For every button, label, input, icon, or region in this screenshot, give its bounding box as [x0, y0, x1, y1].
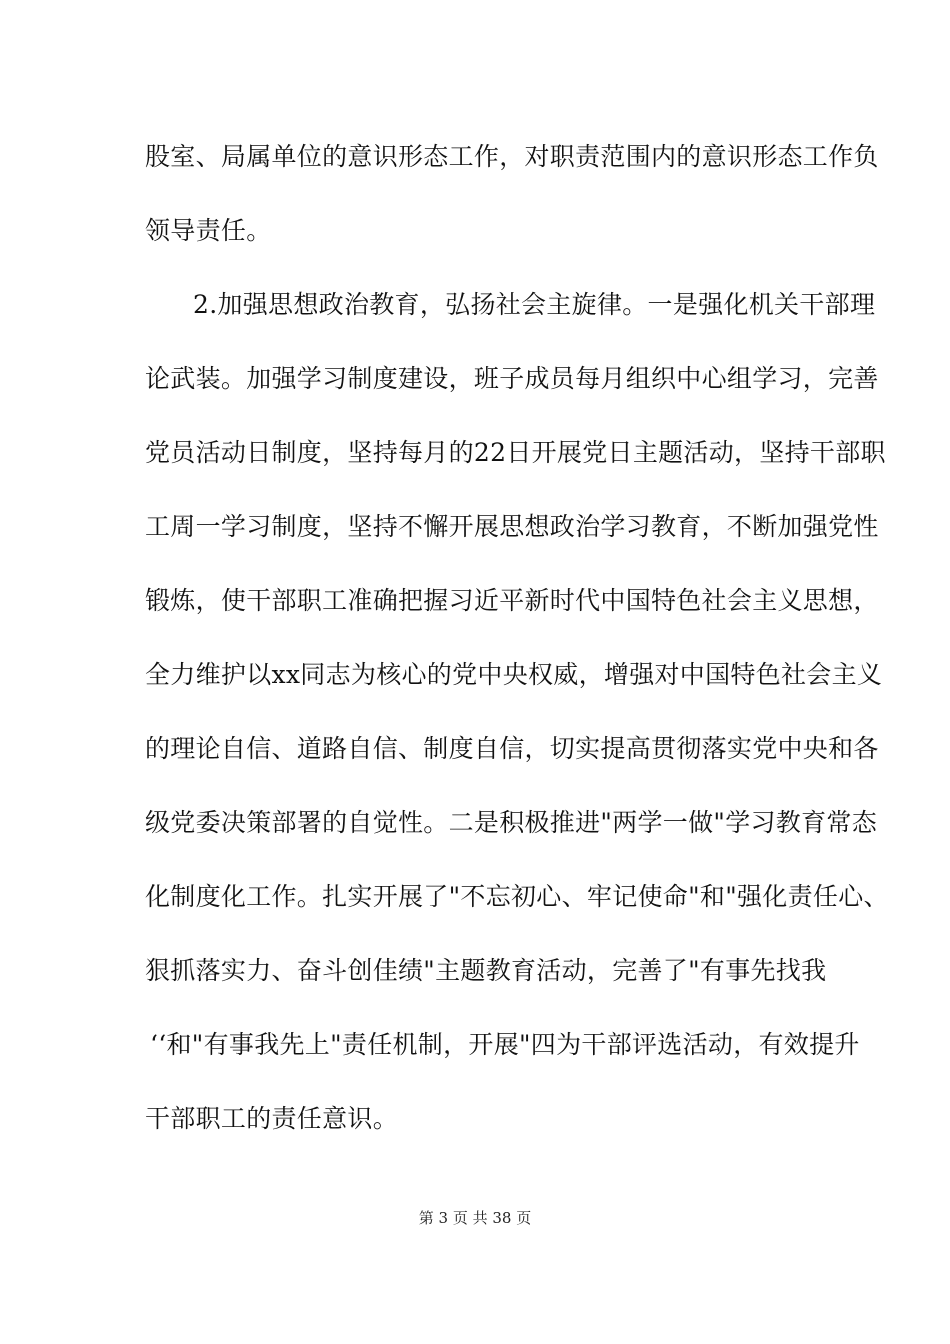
text-line-1: 股室、局属单位的意识形态工作，对职责范围内的意识形态工作负 — [145, 142, 879, 171]
text-line-3: 2.加强思想政治教育，弘扬社会主旋律。一是强化机关干部理 — [193, 290, 876, 319]
text-line-10: 级党委决策部署的自觉性。二是积极推进"两学一做"学习教育常态 — [145, 808, 878, 837]
text-line-2: 领导责任。 — [145, 216, 272, 245]
text-line-8: 全力维护以xx同志为核心的党中央权威，增强对中国特色社会主义 — [145, 660, 883, 689]
text-line-5: 党员活动日制度，坚持每月的22日开展党日主题活动，坚持干部职 — [145, 438, 886, 467]
text-line-12: 狠抓落实力、奋斗创佳绩"主题教育活动，完善了"有事先找我 — [145, 956, 827, 985]
text-line-6: 工周一学习制度，坚持不懈开展思想政治学习教育，不断加强党性 — [145, 512, 879, 541]
text-line-7: 锻炼，使干部职工准确把握习近平新时代中国特色社会主义思想， — [145, 586, 879, 615]
page-footer — [0, 1208, 950, 1228]
page-number-label: 第 3 页 共 38 页 — [418, 1209, 532, 1227]
text-line-9: 的理论自信、道路自信、制度自信，切实提高贯彻落实党中央和各 — [145, 734, 879, 763]
text-line-13: ‘‘和"有事我先上"责任机制，开展"四为干部评选活动，有效提升 — [150, 1030, 860, 1059]
text-line-14: 干部职工的责任意识。 — [145, 1104, 399, 1133]
text-line-11: 化制度化工作。扎实开展了"不忘初心、牢记使命"和"强化责任心、 — [145, 882, 889, 911]
text-line-4: 论武装。加强学习制度建设，班子成员每月组织中心组学习，完善 — [145, 364, 879, 393]
